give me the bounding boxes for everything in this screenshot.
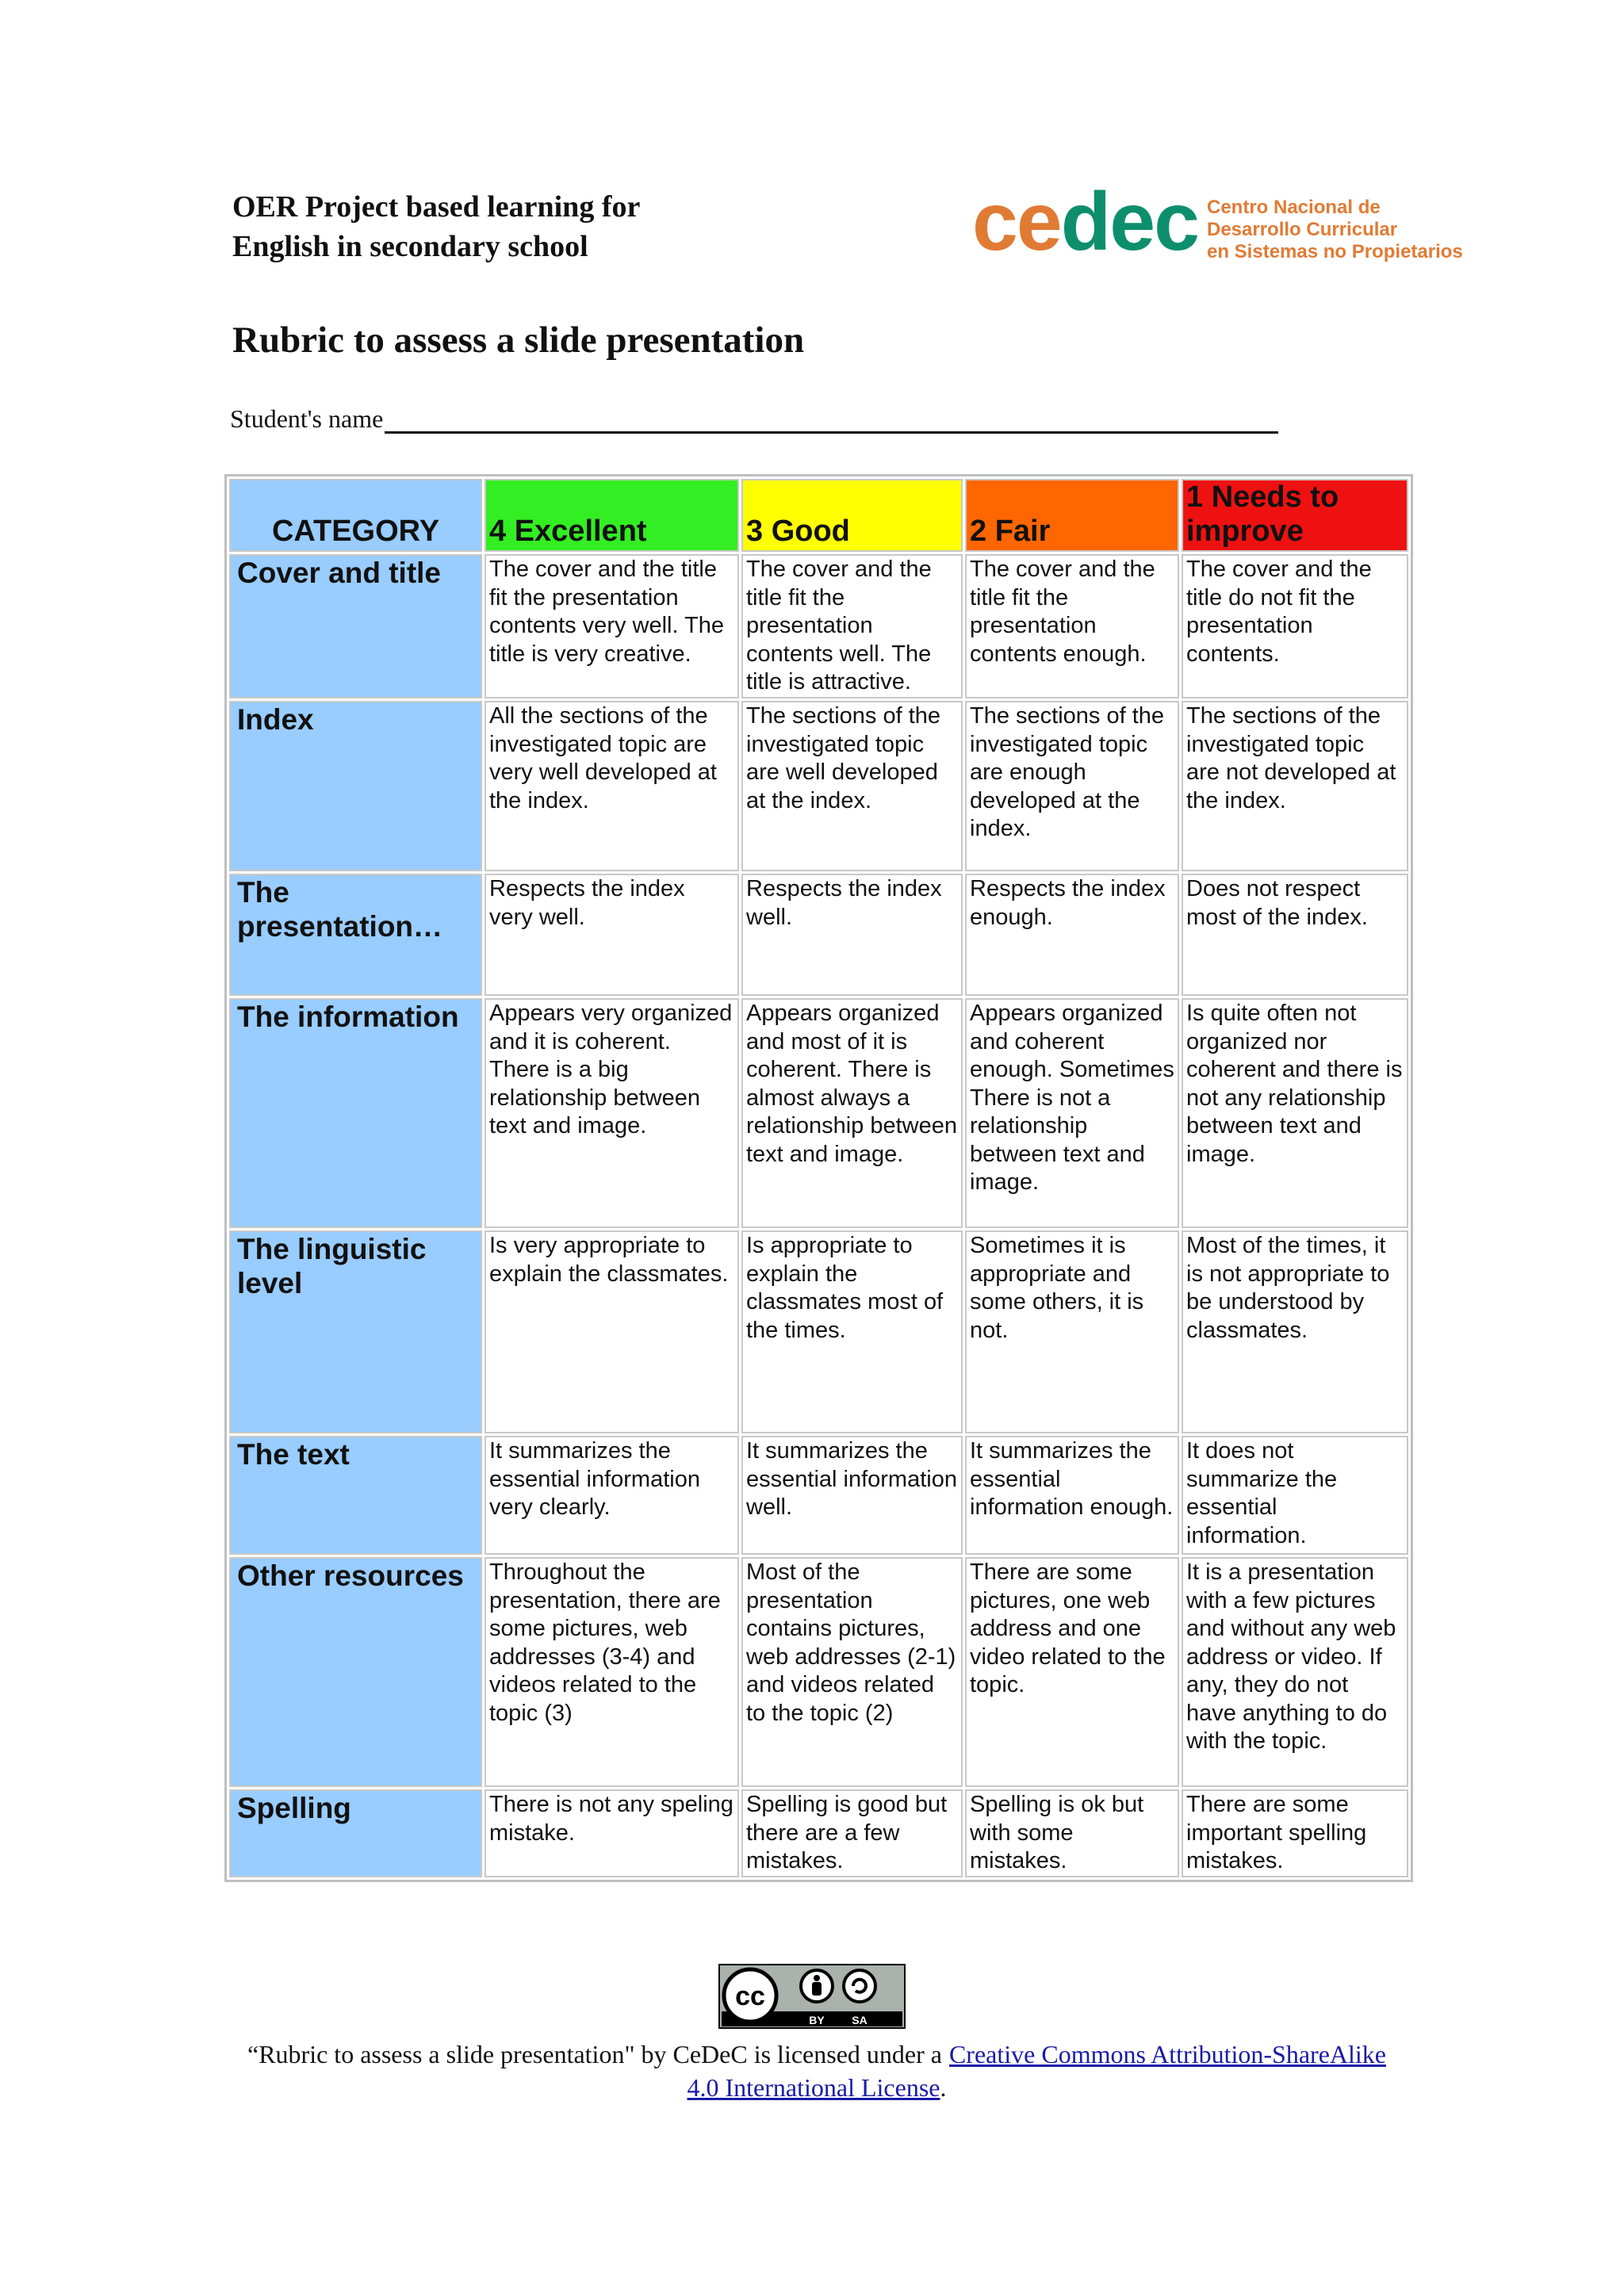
level-column-header: 2 Fair	[965, 479, 1179, 552]
cedec-logo-wordmark: cedec	[972, 176, 1198, 268]
rubric-descriptor-cell: There are some important spelling mistakes.	[1182, 1789, 1408, 1877]
rubric-descriptor-cell: Throughout the presentation, there are some pictures, web addresses (3-4) and videos related to the topic (3)	[485, 1557, 739, 1787]
rubric-descriptor-cell: The cover and the title do not fit the presentation contents.	[1182, 554, 1408, 698]
by-badge-text: BY	[809, 2014, 825, 2026]
student-name-line[interactable]	[385, 408, 1278, 434]
rubric-descriptor-cell: Is quite often not organized nor coherent and there is not any relationship between text and image.	[1182, 998, 1408, 1228]
sa-badge-text: SA	[852, 2014, 868, 2026]
license-text: “Rubric to assess a slide presentation" by CeDeC is licensed under a	[247, 2040, 948, 2068]
level-column-header: 3 Good	[741, 479, 963, 552]
document-title: Rubric to assess a slide presentation	[232, 320, 805, 361]
rubric-category-cell: Other resources	[229, 1557, 482, 1787]
rubric-descriptor-cell: All the sections of the investigated topic are very well developed at the index.	[485, 701, 739, 871]
rubric-category-cell: The text	[229, 1436, 482, 1555]
rubric-descriptor-cell: It summarizes the essential information enough.	[965, 1436, 1179, 1555]
license-notice	[238, 2038, 1396, 2104]
rubric-descriptor-cell: The sections of the investigated topic are not developed at the index.	[1182, 701, 1408, 871]
cc-by-sa-badge-icon[interactable]	[718, 1964, 906, 2029]
rubric-descriptor-cell: The sections of the investigated topic are enough developed at the index.	[965, 701, 1179, 871]
rubric-descriptor-cell: Appears very organized and it is coherent. There is a big relationship between text and image.	[485, 998, 739, 1228]
cedec-logo-line2: Desarrollo Curricular	[1207, 219, 1398, 240]
rubric-descriptor-cell: The cover and the title fit the presentation contents enough.	[965, 554, 1179, 698]
rubric-row	[229, 998, 1408, 1228]
rubric-descriptor-cell: It summarizes the essential information well.	[741, 1436, 963, 1555]
category-column-header: CATEGORY	[229, 479, 482, 552]
project-title-line2: English in secondary school	[232, 230, 588, 263]
rubric-descriptor-cell: The cover and the title fit the presentation contents very well. The title is very creative.	[485, 554, 739, 698]
rubric-descriptor-cell: Respects the index enough.	[965, 874, 1179, 996]
rubric-descriptor-cell: Is very appropriate to explain the classmates.	[485, 1230, 739, 1433]
rubric-descriptor-cell: Respects the index well.	[741, 874, 963, 996]
rubric-descriptor-cell: Sometimes it is appropriate and some others, it is not.	[965, 1230, 1179, 1433]
rubric-row	[229, 874, 1408, 996]
rubric-category-cell: Spelling	[229, 1789, 482, 1877]
level-column-header: 1 Needs to improve	[1182, 479, 1408, 552]
rubric-descriptor-cell: It is a presentation with a few pictures and without any web address or video. If any, they do not have anything to do with the topic.	[1182, 1557, 1408, 1787]
rubric-row	[229, 1789, 1408, 1877]
rubric-descriptor-cell: Appears organized and most of it is coherent. There is almost always a relationship between text and image.	[741, 998, 963, 1228]
rubric-category-cell: Cover and title	[229, 554, 482, 698]
rubric-descriptor-cell: It does not summarize the essential information.	[1182, 1436, 1408, 1555]
level-column-header: 4 Excellent	[485, 479, 739, 552]
rubric-descriptor-cell: Spelling is good but there are a few mistakes.	[741, 1789, 963, 1877]
rubric-row	[229, 1230, 1408, 1433]
project-title-line1: OER Project based learning for	[232, 190, 641, 224]
rubric-descriptor-cell: Appears organized and coherent enough. Sometimes There is not a relationship between text and image.	[965, 998, 1179, 1228]
cedec-logo-line1: Centro Nacional de	[1207, 197, 1381, 218]
license-link[interactable]: Creative Commons Attribution-ShareAlike 4.0 International License	[687, 2040, 1386, 2102]
rubric-row	[229, 1436, 1408, 1555]
project-title	[232, 187, 640, 266]
rubric-descriptor-cell: The cover and the title fit the presentation contents well. The title is attractive.	[741, 554, 963, 698]
rubric-category-cell: The information	[229, 998, 482, 1228]
rubric-row	[229, 554, 1408, 698]
student-name-field[interactable]	[230, 404, 1278, 434]
rubric-descriptor-cell: Spelling is ok but with some mistakes.	[965, 1789, 1179, 1877]
rubric-descriptor-cell: Does not respect most of the index.	[1182, 874, 1408, 996]
rubric-category-cell: The linguistic level	[229, 1230, 482, 1433]
rubric-descriptor-cell: There is not any speling mistake.	[485, 1789, 739, 1877]
cedec-logo	[972, 176, 1464, 268]
rubric-row	[229, 701, 1408, 871]
rubric-category-cell: The presentation…	[229, 874, 482, 996]
rubric-row	[229, 1557, 1408, 1787]
rubric-descriptor-cell: Is appropriate to explain the classmates most of the times.	[741, 1230, 963, 1433]
rubric-descriptor-cell: The sections of the investigated topic are well developed at the index.	[741, 701, 963, 871]
license-text-end: .	[940, 2073, 947, 2102]
rubric-descriptor-cell: Respects the index very well.	[485, 874, 739, 996]
rubric-category-cell: Index	[229, 701, 482, 871]
rubric-descriptor-cell: There are some pictures, one web address and one video related to the topic.	[965, 1557, 1179, 1787]
student-name-label: Student's name	[230, 404, 384, 433]
rubric-descriptor-cell: Most of the presentation contains pictures, web addresses (2-1) and videos related to the topic (2)	[741, 1557, 963, 1787]
rubric-descriptor-cell: Most of the times, it is not appropriate to be understood by classmates.	[1182, 1230, 1408, 1433]
rubric-table	[224, 474, 1413, 1882]
cedec-logo-subtitle	[1207, 197, 1463, 263]
rubric-descriptor-cell: It summarizes the essential information very clearly.	[485, 1436, 739, 1555]
cedec-logo-line3: en Sistemas no Propietarios	[1207, 241, 1463, 262]
cc-badge-text: cc	[735, 1981, 765, 2011]
